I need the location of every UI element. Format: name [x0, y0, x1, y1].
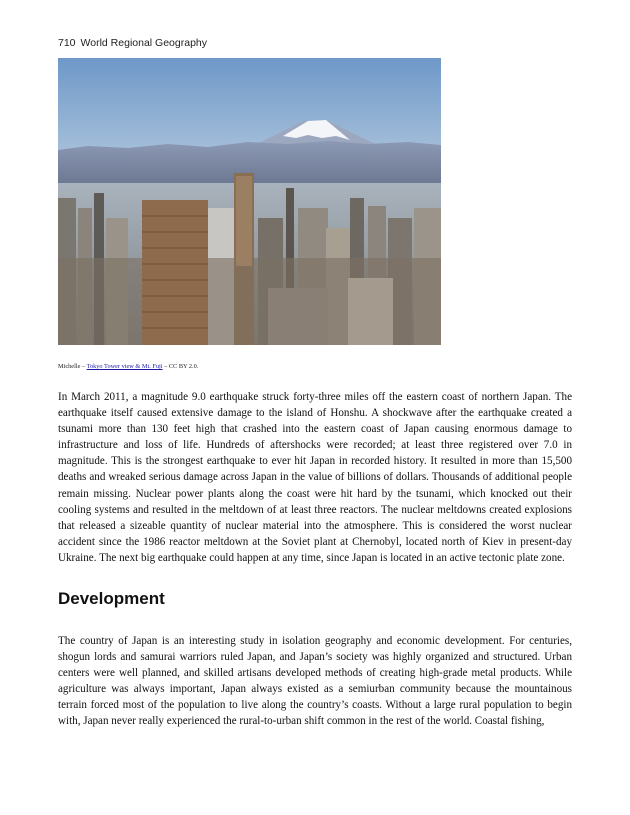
book-title: World Regional Geography: [80, 37, 207, 49]
caption-license: CC BY 2.0.: [168, 363, 199, 370]
caption-author: Michelle: [58, 363, 81, 370]
figure-caption: [58, 363, 198, 370]
body-paragraph-earthquake: In March 2011, a magnitude 9.0 earthquake struck forty-three miles off the eastern coast of northern Japan. The earthquake itself caused extensive damage to the island of Honshu. A shockwave after the earthquake created a tsunami more than 130 feet high that crashed into the eastern coast of Japan causing enormous damage to infrastructure and loss of life. Hundreds of aftershocks were recorded; at least three registered over 7.0 in magnitude. This is the strongest earthquake to ever hit Japan in recorded history. It resulted in more than 15,500 deaths and wreaked serious damage across Japan in the value of billions of dollars. Thousands of additional people remain missing. Nuclear power plants along the coast were hit hard by the tsunami, which knocked out their cooling systems and resulted in the meltdown of at least three reactors. The nuclear meltdowns created explosions that released a sizeable quantity of nuclear material into the atmosphere. This is considered the worst nuclear accident since the 1986 reactor meltdown at the Soviet plant at Chernobyl, located north of Kiev in present-day Ukraine. The next big earthquake could happen at any time, since Japan is located in an active tectonic plate zone.: [58, 391, 572, 564]
foreground-tower: [142, 200, 208, 345]
caption-separator: –: [162, 363, 169, 370]
distant-tower: [236, 176, 252, 266]
caption-source-link[interactable]: Tokyo Tower view & Mt. Fuji: [86, 363, 163, 370]
caption-separator: –: [80, 363, 87, 370]
page-number: 710: [58, 37, 76, 49]
body-paragraph-development: The country of Japan is an interesting study in isolation geography and economic development. For centuries, shogun lords and samurai warriors ruled Japan, and Japan’s society was highly organized and structured. Urban centers were well planned, and skilled artisans developed methods of creating high-grade metal products. While agriculture was always important, Japan always existed as a semiurban community because the mountainous terrain forced most of the population to live along the country’s coasts. Without a large rural population to begin with, Japan never really experienced the rural-to-urban shift common in the rest of the world. Coastal fishing,: [58, 635, 572, 728]
page-header: [58, 37, 207, 49]
section-heading-development: Development: [58, 589, 165, 608]
figure-photo: [58, 58, 441, 345]
